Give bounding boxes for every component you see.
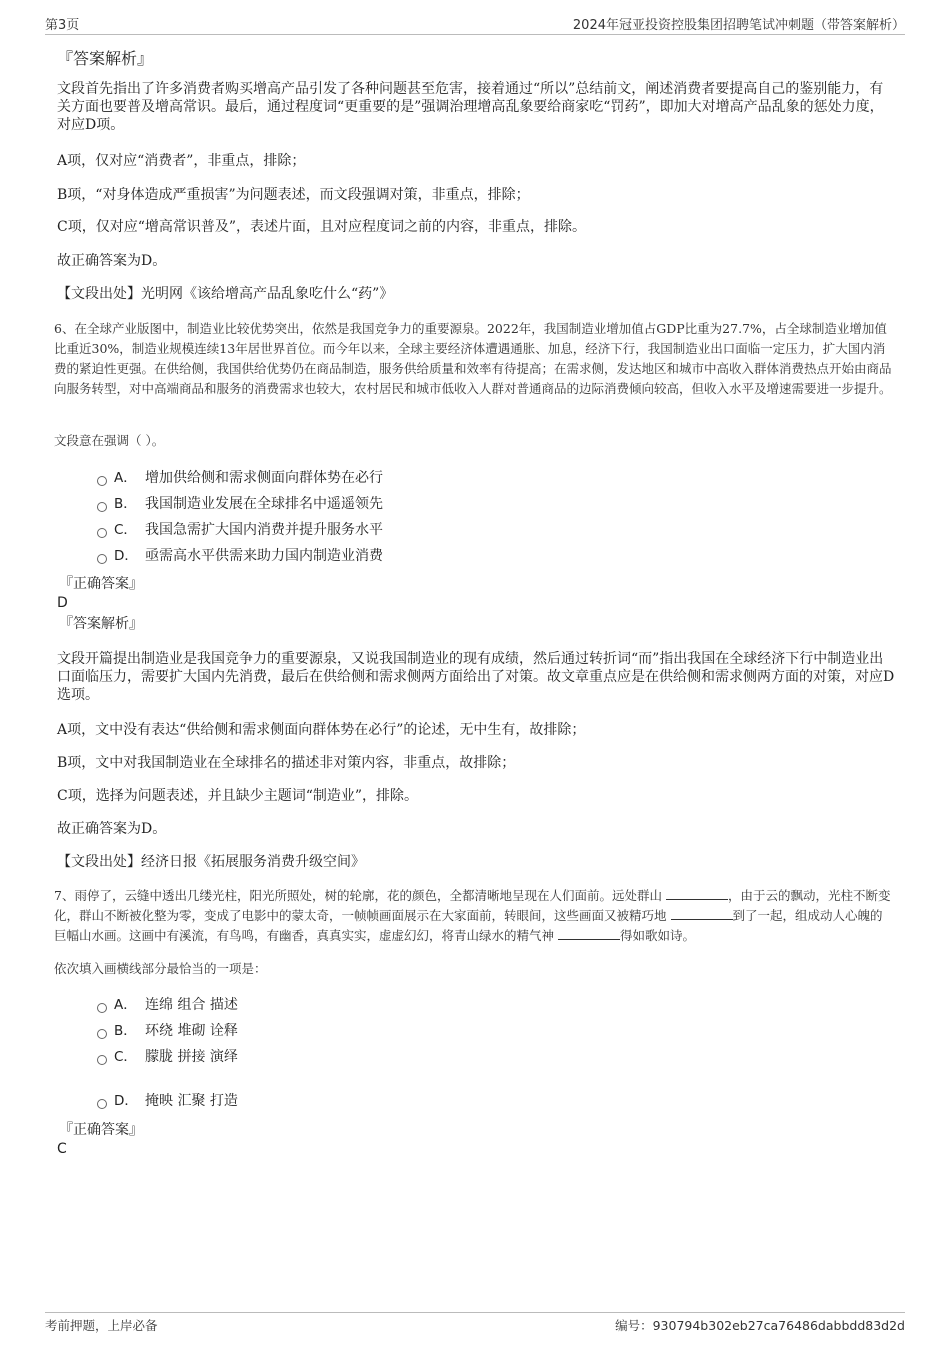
analysis-label: 『答案解析』 [59, 616, 143, 632]
radio-icon[interactable] [97, 1055, 107, 1065]
correct-answer-label: 『正确答案』 [59, 1122, 143, 1138]
fill-blank-2[interactable] [671, 907, 733, 920]
option-d[interactable]: D． 亟需高水平供需来助力国内制造业消费 [57, 543, 897, 569]
page-footer [45, 1312, 905, 1335]
analysis-source: 【文段出处】光明网《该给增高产品乱象吃什么“药”》 [57, 286, 394, 302]
analysis-intro: 文段首先指出了许多消费者购买增高产品引发了各种问题甚至危害，接着通过“所以”总结前文，阐述消费者要提高自己的鉴别能力，有关方面也要普及增高常识。最后，通过程度词“更重要的是”强调治理增高乱象要给商家吃“罚药”，即加大对增高产品乱象的惩处力度，对应D项。 [57, 81, 884, 133]
radio-icon[interactable] [97, 476, 107, 486]
option-c[interactable]: C． 我国急需扩大国内消费并提升服务水平 [57, 517, 897, 543]
option-b[interactable]: B． 我国制造业发展在全球排名中遥遥领先 [57, 491, 897, 517]
footer-slogan: 考前押题，上岸必备 [45, 1318, 158, 1333]
correct-answer: C [57, 1141, 67, 1157]
analysis-option-a: A项，仅对应“消费者”，非重点，排除； [57, 153, 306, 169]
fill-blank-1[interactable] [666, 887, 728, 900]
radio-icon[interactable] [97, 502, 107, 512]
document-title: 2024年冠亚投资控股集团招聘笔试冲刺题（带答案解析） [572, 18, 905, 33]
analysis-conclusion: 故正确答案为D。 [57, 821, 167, 837]
question-7-options [57, 992, 897, 1114]
analysis-option-c: C项，选择为问题表述，并且缺少主题词“制造业”，排除。 [57, 788, 419, 804]
analysis-source: 【文段出处】经济日报《拓展服务消费升级空间》 [57, 854, 365, 870]
option-c[interactable]: C． 朦胧 拼接 演绎 [57, 1044, 897, 1070]
fill-blank-3[interactable] [558, 927, 620, 940]
option-b[interactable]: B． 环绕 堆砌 诠释 [57, 1018, 897, 1044]
analysis-intro: 文段开篇提出制造业是我国竞争力的重要源泉，又说我国制造业的现有成绩，然后通过转折词“而”指出我国在全球经济下行中制造业出口面临压力，需要扩大国内先消费，最后在供给侧和需求侧两方面给出了对策。故文章重点应是在供给侧和需求侧两方面的对策，对应D选项。 [57, 651, 895, 703]
option-a[interactable]: A． 增加供给侧和需求侧面向群体势在必行 [57, 465, 897, 491]
correct-answer-label: 『正确答案』 [59, 576, 143, 592]
option-d[interactable]: D． 掩映 汇聚 打造 [57, 1088, 897, 1114]
analysis-option-c: C项，仅对应“增高常识普及”，表述片面，且对应程度词之前的内容，非重点，排除。 [57, 219, 587, 235]
radio-icon[interactable] [97, 1029, 107, 1039]
document-code: 编号：930794b302eb27ca76486dabbdd83d2d [615, 1318, 905, 1333]
analysis-option-b: B项，“对身体造成严重损害”为问题表述，而文段强调对策，非重点，排除； [57, 187, 530, 203]
radio-icon[interactable] [97, 1003, 107, 1013]
page-number: 第3页 [45, 18, 80, 33]
page-header [45, 14, 905, 35]
analysis-label: 『答案解析』 [57, 49, 154, 68]
radio-icon[interactable] [97, 1099, 107, 1109]
radio-icon[interactable] [97, 554, 107, 564]
question-6-options [57, 465, 897, 569]
correct-answer: D [57, 595, 68, 611]
question-6-prompt: 文段意在强调（ ）。 [54, 433, 165, 448]
analysis-conclusion: 故正确答案为D。 [57, 253, 167, 269]
analysis-option-a: A项，文中没有表达“供给侧和需求侧面向群体势在必行”的论述，无中生有，故排除； [57, 722, 586, 738]
radio-icon[interactable] [97, 528, 107, 538]
question-7-text: 7、雨停了，云缝中透出几缕光柱，阳光所照处，树的轮廓，花的颜色，全都清晰地呈现在人们面前。远处群山 ，由于云的飘动，光柱不断变化，群山不断被化整为零，变成了电影中的蒙太奇，一帧帧画面展示在大家面前，转眼间，这些画面又被精巧地 到了一起，组成动人心魄的巨幅山水画。这画中有溪流，有鸟鸣，有幽香，真真实实，虚虚幻幻，将青山绿水的精气神 得如歌如诗。 [54, 888, 891, 943]
question-7-prompt: 依次填入画横线部分最恰当的一项是： [54, 961, 267, 976]
analysis-option-b: B项，文中对我国制造业在全球排名的描述非对策内容，非重点，故排除； [57, 755, 516, 771]
option-a[interactable]: A． 连绵 组合 描述 [57, 992, 897, 1018]
question-6-text: 6、在全球产业版图中，制造业比较优势突出，依然是我国竞争力的重要源泉。2022年，我国制造业增加值占GDP比重为27.7%，占全球制造业增加值比重近30%，制造业规模连续13年居世界首位。而今年以来，全球主要经济体遭遇通胀、加息，经济下行，我国制造业出口面临一定压力，扩大国内消费的紧迫性更强。在供给侧，我国供给优势仍在商品制造，服务供给质量和效率有待提高；在需求侧，发达地区和城市中高收入群体消费热点开始由商品向服务转型，对中高端商品和服务的消费需求也较大，农村居民和城市低收入人群对普通商品的边际消费倾向较高，但收入水平及增速需要进一步提升。 [54, 321, 892, 396]
